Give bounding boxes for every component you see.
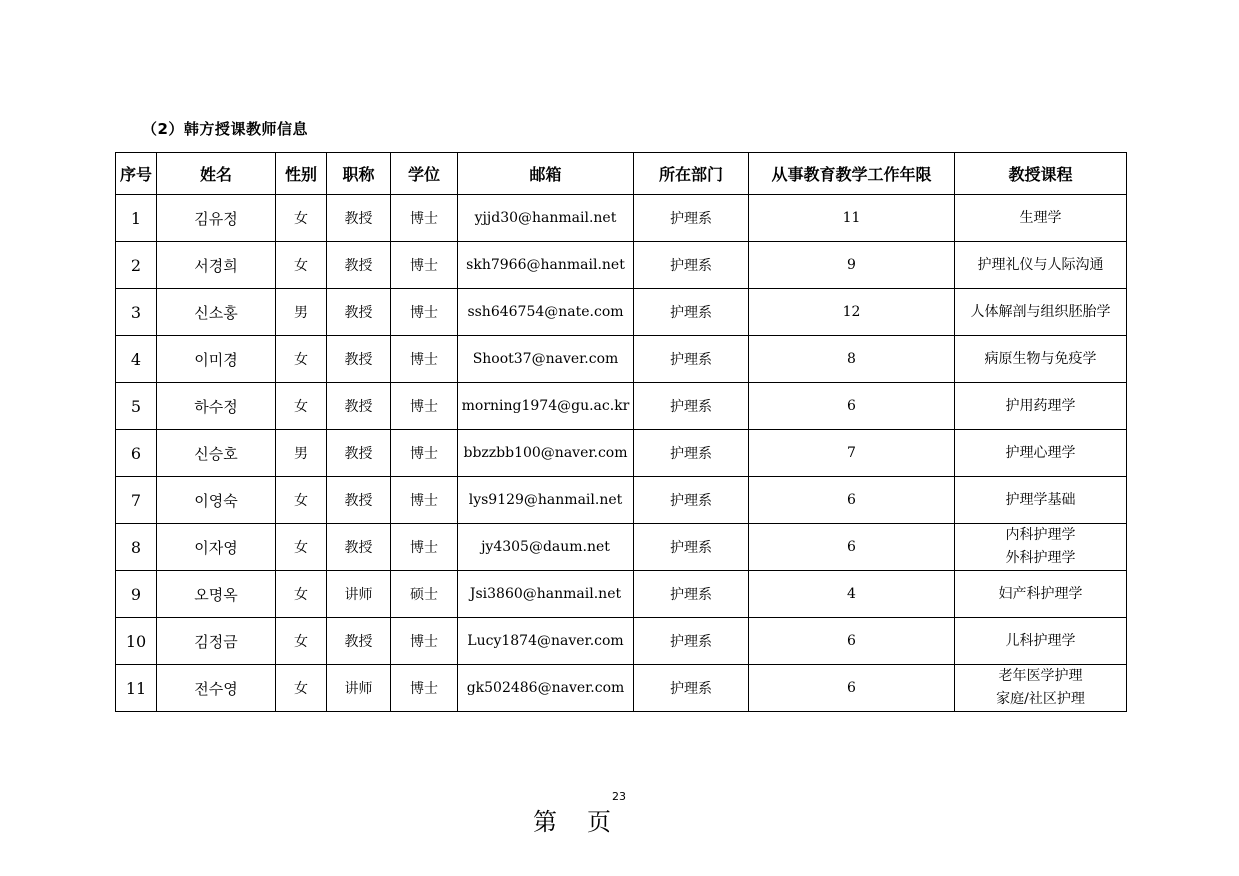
course-name: 外科护理学: [1005, 550, 1076, 566]
cell-name: 신승호: [157, 430, 276, 477]
cell-department: 护理系: [634, 336, 749, 383]
cell-courses: [955, 430, 1127, 477]
cell-title: 教授: [327, 289, 391, 336]
table-row: [116, 571, 1127, 618]
cell-no: 5: [116, 383, 157, 430]
course-name: 老年医学护理: [998, 668, 1083, 684]
cell-name: 하수정: [157, 383, 276, 430]
course-name: 儿科护理学: [1005, 632, 1076, 649]
cell-gender: 女: [276, 477, 327, 524]
cell-email: ssh646754@nate.com: [458, 289, 634, 336]
cell-email: lys9129@hanmail.net: [458, 477, 634, 524]
cell-email: morning1974@gu.ac.kr: [458, 383, 634, 430]
cell-department: 护理系: [634, 195, 749, 242]
cell-email: skh7966@hanmail.net: [458, 242, 634, 289]
cell-no: 7: [116, 477, 157, 524]
header-teaching-years: 从事教育教学工作年限: [749, 153, 955, 195]
cell-courses: [955, 289, 1127, 336]
cell-no: 11: [116, 665, 157, 712]
course-name: 内科护理学: [1005, 527, 1076, 543]
cell-degree: 博士: [391, 336, 458, 383]
cell-email: bbzzbb100@naver.com: [458, 430, 634, 477]
cell-degree: 博士: [391, 242, 458, 289]
cell-email: Lucy1874@naver.com: [458, 618, 634, 665]
table-row: [116, 336, 1127, 383]
course-name: 护理礼仪与人际沟通: [977, 256, 1104, 273]
cell-name: 김유정: [157, 195, 276, 242]
cell-gender: 女: [276, 336, 327, 383]
cell-title: 教授: [327, 195, 391, 242]
cell-title: 教授: [327, 477, 391, 524]
cell-name: 신소홍: [157, 289, 276, 336]
cell-degree: 硕士: [391, 571, 458, 618]
cell-no: 3: [116, 289, 157, 336]
cell-title: 教授: [327, 383, 391, 430]
cell-gender: 男: [276, 289, 327, 336]
cell-name: 김정금: [157, 618, 276, 665]
table-body: [116, 195, 1127, 712]
table-row: [116, 524, 1127, 571]
table-row: [116, 665, 1127, 712]
cell-name: 오명옥: [157, 571, 276, 618]
table-row: [116, 383, 1127, 430]
course-name: 生理学: [1019, 209, 1062, 226]
cell-teaching-years: 9: [749, 242, 955, 289]
cell-name: 서경희: [157, 242, 276, 289]
cell-gender: 女: [276, 195, 327, 242]
cell-courses: [955, 336, 1127, 383]
header-department: 所在部门: [634, 153, 749, 195]
cell-email: yjjd30@hanmail.net: [458, 195, 634, 242]
section-title: （2）韩方授课教师信息: [142, 120, 308, 138]
cell-title: 讲师: [327, 665, 391, 712]
cell-courses: [955, 195, 1127, 242]
cell-teaching-years: 12: [749, 289, 955, 336]
teacher-info-table: [115, 152, 1127, 712]
page-footer-suffix: 页: [587, 808, 613, 836]
cell-department: 护理系: [634, 477, 749, 524]
cell-gender: 男: [276, 430, 327, 477]
cell-courses: [955, 524, 1127, 571]
cell-courses: [955, 618, 1127, 665]
cell-teaching-years: 6: [749, 618, 955, 665]
cell-name: 이자영: [157, 524, 276, 571]
course-name: 护用药理学: [1005, 397, 1076, 414]
course-name: 病原生物与免疫学: [984, 350, 1097, 367]
cell-teaching-years: 6: [749, 524, 955, 571]
cell-courses: [955, 665, 1127, 712]
cell-name: 전수영: [157, 665, 276, 712]
cell-teaching-years: 8: [749, 336, 955, 383]
cell-gender: 女: [276, 571, 327, 618]
cell-no: 2: [116, 242, 157, 289]
cell-email: Jsi3860@hanmail.net: [458, 571, 634, 618]
cell-courses: [955, 571, 1127, 618]
cell-degree: 博士: [391, 195, 458, 242]
cell-department: 护理系: [634, 383, 749, 430]
cell-no: 9: [116, 571, 157, 618]
cell-department: 护理系: [634, 289, 749, 336]
course-name: 妇产科护理学: [998, 585, 1083, 602]
cell-department: 护理系: [634, 618, 749, 665]
table-row: [116, 289, 1127, 336]
cell-degree: 博士: [391, 289, 458, 336]
cell-teaching-years: 11: [749, 195, 955, 242]
cell-department: 护理系: [634, 524, 749, 571]
cell-teaching-years: 6: [749, 477, 955, 524]
cell-degree: 博士: [391, 524, 458, 571]
header-degree: 学位: [391, 153, 458, 195]
cell-gender: 女: [276, 383, 327, 430]
header-no: 序号: [116, 153, 157, 195]
cell-title: 教授: [327, 618, 391, 665]
course-name: 护理学基础: [1005, 491, 1076, 508]
cell-no: 1: [116, 195, 157, 242]
cell-degree: 博士: [391, 430, 458, 477]
cell-courses: [955, 477, 1127, 524]
cell-gender: 女: [276, 524, 327, 571]
cell-name: 이영숙: [157, 477, 276, 524]
cell-no: 4: [116, 336, 157, 383]
course-name: 家庭/社区护理: [996, 691, 1085, 707]
cell-department: 护理系: [634, 665, 749, 712]
cell-title: 教授: [327, 524, 391, 571]
cell-title: 教授: [327, 336, 391, 383]
table-row: [116, 618, 1127, 665]
cell-gender: 女: [276, 618, 327, 665]
cell-email: gk502486@naver.com: [458, 665, 634, 712]
cell-teaching-years: 4: [749, 571, 955, 618]
header-email: 邮箱: [458, 153, 634, 195]
cell-department: 护理系: [634, 571, 749, 618]
cell-name: 이미경: [157, 336, 276, 383]
cell-teaching-years: 7: [749, 430, 955, 477]
cell-courses: [955, 383, 1127, 430]
header-title: 职称: [327, 153, 391, 195]
cell-degree: 博士: [391, 665, 458, 712]
cell-title: 讲师: [327, 571, 391, 618]
table-row: [116, 477, 1127, 524]
header-gender: 性别: [276, 153, 327, 195]
page-footer-prefix: 第: [533, 808, 559, 836]
cell-email: jy4305@daum.net: [458, 524, 634, 571]
cell-title: 教授: [327, 242, 391, 289]
cell-teaching-years: 6: [749, 665, 955, 712]
course-name: 护理心理学: [1005, 444, 1076, 461]
cell-department: 护理系: [634, 242, 749, 289]
cell-teaching-years: 6: [749, 383, 955, 430]
cell-no: 8: [116, 524, 157, 571]
cell-courses: [955, 242, 1127, 289]
course-name: 人体解剖与组织胚胎学: [970, 303, 1111, 320]
table-row: [116, 242, 1127, 289]
cell-degree: 博士: [391, 618, 458, 665]
page-footer: [533, 802, 613, 837]
cell-no: 10: [116, 618, 157, 665]
cell-gender: 女: [276, 242, 327, 289]
cell-gender: 女: [276, 665, 327, 712]
cell-degree: 博士: [391, 383, 458, 430]
table-row: [116, 195, 1127, 242]
cell-department: 护理系: [634, 430, 749, 477]
cell-no: 6: [116, 430, 157, 477]
header-courses: 教授课程: [955, 153, 1127, 195]
cell-title: 教授: [327, 430, 391, 477]
table-row: [116, 430, 1127, 477]
cell-email: Shoot37@naver.com: [458, 336, 634, 383]
page-number: 23: [612, 790, 626, 803]
header-name: 姓名: [157, 153, 276, 195]
cell-degree: 博士: [391, 477, 458, 524]
table-header-row: [116, 153, 1127, 195]
